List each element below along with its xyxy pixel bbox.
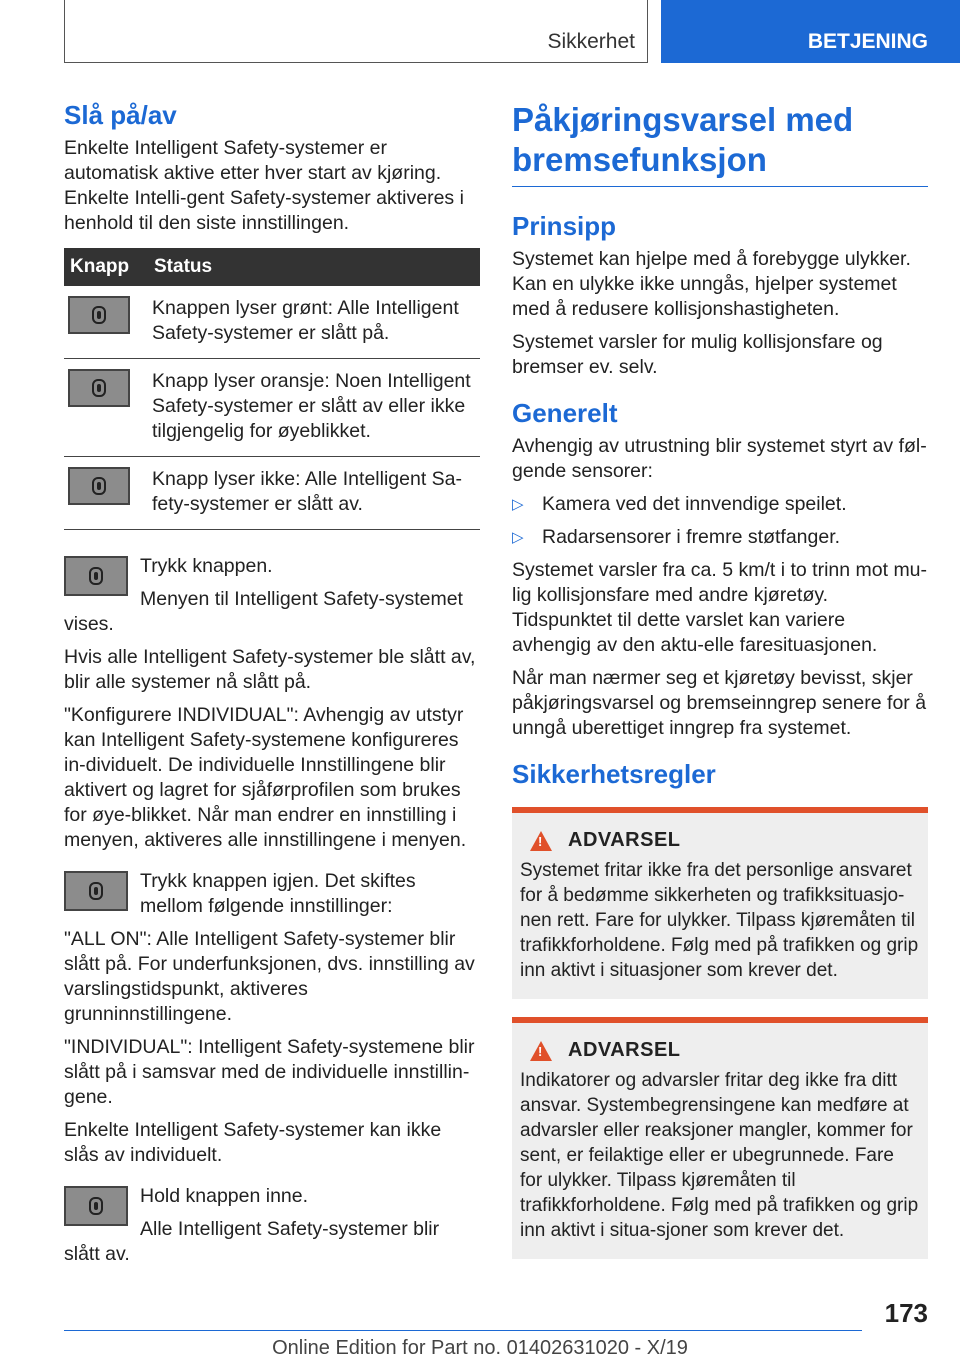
safety-button-icon	[64, 556, 128, 596]
table-header-button: Knapp	[64, 248, 148, 286]
paragraph: Avhengig av utrustning blir systemet styrt av føl-gende sensorer:	[512, 435, 927, 482]
list-item: ▷ Kamera ved det innvendige speilet.	[512, 492, 928, 517]
status-table	[64, 248, 480, 530]
table-row	[64, 359, 480, 457]
safety-button-icon	[68, 369, 130, 407]
warning-triangle-icon	[530, 1041, 552, 1061]
list-item: ▷ Radarsensorer i fremre støtfanger.	[512, 525, 928, 550]
safety-button-icon	[68, 296, 130, 334]
warning-box	[512, 1017, 928, 1259]
table-cell: Knapp lyser ikke: Alle Intelligent Sa-fety-systemer er slått av.	[148, 457, 480, 530]
paragraph: Systemet kan hjelpe med å forebygge ulykker. Kan en ulykke ikke unngås, hjelper systemet med å redusere kollisjonshastigheten.	[512, 248, 911, 320]
warning-triangle-icon	[530, 831, 552, 851]
header-chapter-tab[interactable]: BETJENING	[661, 0, 960, 63]
right-column	[512, 100, 928, 1271]
heading-prinsipp: Prinsipp	[512, 211, 617, 241]
table-header-status: Status	[148, 248, 480, 286]
paragraph: Når man nærmer seg et kjøretøy bevisst, skjer påkjøringsvarsel og bremseinngrep senere for å unngå uberettiget inngrep fra systemet.	[512, 667, 927, 739]
heading-sikkerhetsregler: Sikkerhetsregler	[512, 759, 716, 789]
footer-edition: Online Edition for Part no. 01402631020 - X/19	[272, 1337, 688, 1359]
paragraph: "INDIVIDUAL": Intelligent Safety-systemene blir slått på i samsvar med de individuelle innstillin-gene.	[64, 1036, 475, 1108]
safety-button-icon	[68, 467, 130, 505]
warning-title: ADVARSEL	[568, 829, 681, 851]
warning-text: Systemet fritar ikke fra det personlige ansvaret for å bedømme sikkerheten og trafikksituasjo-nen rett. Fare for ulykker. Tilpass kjøremåten til trafikkforholdene. Følg med på trafikken og grip inn aktivt i situasjoner som krever det.	[520, 860, 919, 981]
step-text: Hold knappen inne.	[140, 1185, 309, 1207]
section-heading: Slå på/av	[64, 100, 177, 130]
safety-button-icon	[64, 1186, 128, 1226]
page-number: 173	[884, 1298, 928, 1328]
step-text: Trykk knappen.	[140, 555, 273, 577]
heading-generelt: Generelt	[512, 398, 618, 428]
safety-button-icon	[64, 871, 128, 911]
step-1	[64, 554, 480, 579]
paragraph: Enkelte Intelligent Safety-systemer kan ikke slås av individuelt.	[64, 1119, 442, 1166]
header-section: Sikkerhet	[547, 30, 635, 53]
paragraph: "ALL ON": Alle Intelligent Safety-systemer blir slått på. For underfunksjonen, dvs. innstilling av varslingstidspunkt, aktiveres grunninnstillingene.	[64, 928, 475, 1025]
paragraph: Systemet varsler fra ca. 5 km/t i to trinn mot mu-lig kollisjonsfare med andre kjøretøy. Tidspunktet til dette varslet kan variere avhengig av den aktu-elle faresituasjonen.	[512, 559, 928, 656]
intro-text: Enkelte Intelligent Safety-systemer er automatisk aktive etter hver start av kjøring. Enkelte Intelli-gent Safety-systemer aktiveres i henhold til den siste innstillingen.	[64, 137, 464, 234]
paragraph: Hvis alle Intelligent Safety-systemer ble slått av, blir alle systemer nå slått på.	[64, 646, 476, 693]
table-cell: Knappen lyser grønt: Alle Intelligent Safety-systemer er slått på.	[148, 286, 480, 359]
step-2	[64, 869, 480, 919]
warning-title: ADVARSEL	[568, 1039, 681, 1061]
warning-box	[512, 807, 928, 999]
warning-text: Indikatorer og advarsler fritar deg ikke fra ditt ansvar. Systembegrensingene kan medføre at advarsler eller reaksjoner mangler, kommer for sent, er feilaktige eller er ubegrunnede. Fare for ulykker. Tilpass kjøremåten til trafikkforholdene. Følg med på trafikken og grip inn aktivt i situa-sjoner som krever det.	[520, 1070, 919, 1241]
paragraph: "Konfigurere INDIVIDUAL": Avhengig av utstyr kan Intelligent Safety-systemene konfigureres in-dividuelt. De individuelle Innstillingene blir aktivert og lagret for sjåførprofilen som brukes for øye-blikket. Når man endrer en innstilling i menyen, aktiveres alle innstillingene i menyen.	[64, 704, 467, 851]
step-text: Alle Intelligent Safety-systemer blir slått av.	[64, 1218, 440, 1265]
table-row	[64, 286, 480, 359]
left-column	[64, 100, 480, 1275]
chapter-title: Påkjøringsvarsel med bremsefunksjon	[512, 101, 854, 178]
paragraph: Systemet varsler for mulig kollisjonsfare og bremser ev. selv.	[512, 331, 883, 378]
table-row	[64, 457, 480, 530]
step-text: Trykk knappen igjen. Det skiftes mellom følgende innstillinger:	[140, 870, 416, 917]
step-text: Menyen til Intelligent Safety-systemet vises.	[64, 588, 463, 635]
footer-rule	[64, 1330, 862, 1331]
table-cell: Knapp lyser oransje: Noen Intelligent Safety-systemer er slått av eller ikke tilgjengelig for øyeblikket.	[148, 359, 480, 457]
sensor-list	[512, 492, 928, 550]
step-3	[64, 1184, 480, 1209]
